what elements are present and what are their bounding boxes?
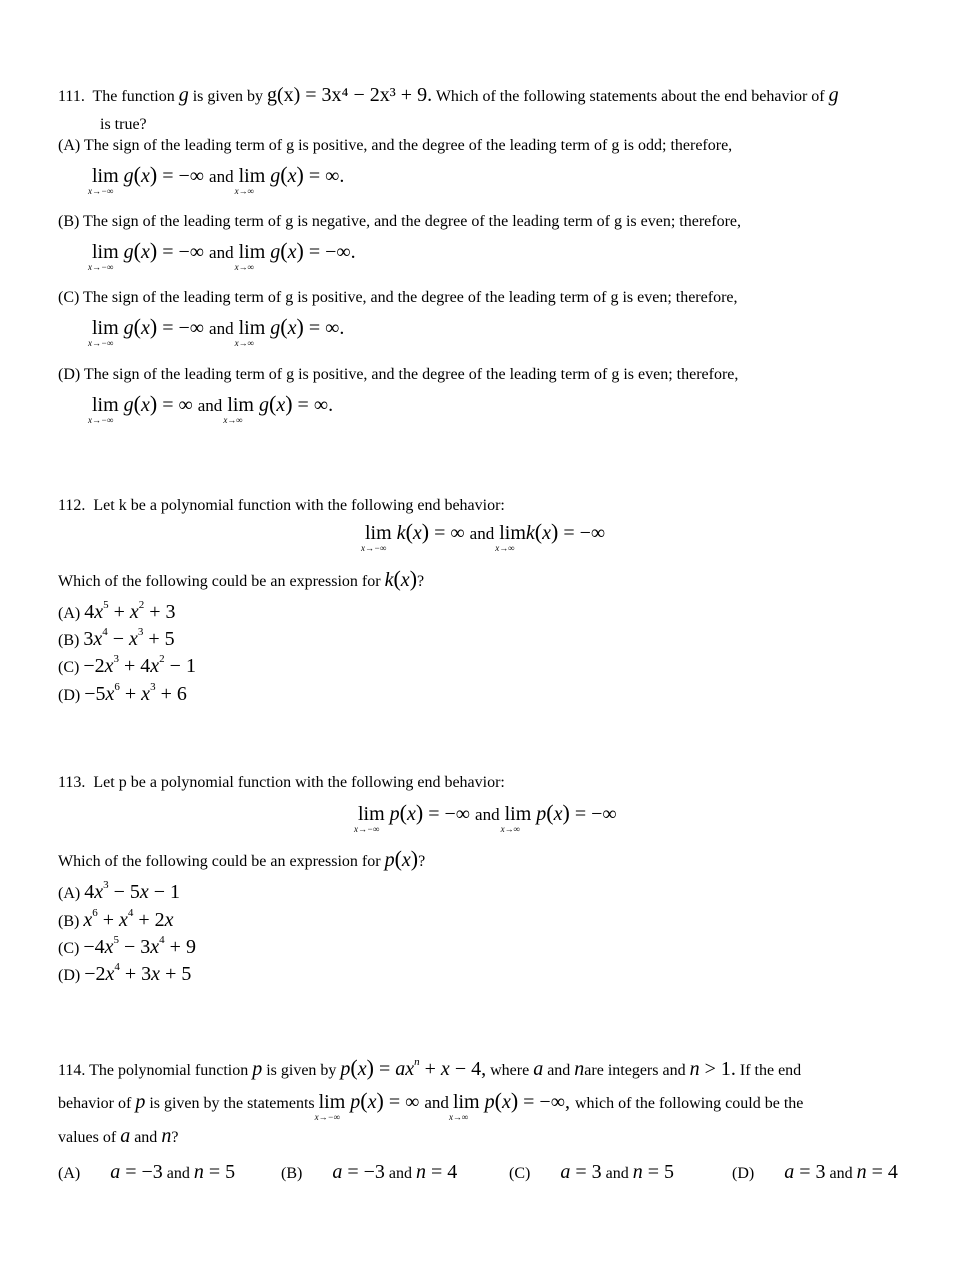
q112-question: Which of the following could be an expression for k(x)? xyxy=(58,566,425,591)
q112-option-a[interactable]: (A) $4x^5 + x^2 + 3$ xyxy=(58,599,176,623)
q113-question: Which of the following could be an expression for p(x)? xyxy=(58,846,426,871)
q111-option-d-text[interactable]: (D) The sign of the leading term of g is positive, and the degree of the leading term of g is even; therefore, xyxy=(58,366,739,383)
q114-option-c[interactable]: (C) a = 3 and n = 5 xyxy=(509,1161,674,1183)
q112-option-d[interactable]: $(D) -5x^6 + x^3 + 6$ xyxy=(58,681,187,705)
q111-function-expression: g(x) = 3x⁴ − 2x³ + 9. xyxy=(266,84,433,106)
q114-number: 114. xyxy=(58,1062,86,1079)
q114-option-d[interactable]: (D) a = 3 and n = 4 xyxy=(732,1161,898,1183)
q114-line3: values of a and n? xyxy=(58,1125,179,1147)
q113-option-b[interactable]: (B) $x^6 + x^4 + 2x$ xyxy=(58,907,174,931)
q111-option-b-limits: lim x→−∞ g(x) = −∞ and lim x→∞ g(x) = −∞. xyxy=(88,238,356,272)
q111-option-a-text[interactable]: (A) The sign of the leading term of g is positive, and the degree of the leading term of g is odd; therefore, xyxy=(58,137,733,154)
q114-option-a[interactable]: (A) a = −3 and n = 5 xyxy=(58,1161,236,1183)
q114-option-b[interactable]: (B) a = −3 and n = 4 xyxy=(281,1161,458,1183)
q114-line2: behavior of p is given by the statements lim x→−∞ p(x) = ∞ and lim x→∞ p(x) = −∞, which of the following could be the xyxy=(58,1088,804,1122)
q112-option-b[interactable]: (B) $3x^4 - x^3 + 5$ xyxy=(58,626,175,650)
q112-stem: 112. Let k be a polynomial function with the following end behavior: xyxy=(58,497,505,514)
q113-option-a[interactable]: (A) $4x^3 - 5x - 1$ xyxy=(58,879,181,903)
q112-option-c[interactable]: $(C) -2x^3 + 4x^2 - 1$ xyxy=(58,653,196,677)
q111-option-d-limits: lim x→−∞ g(x) = ∞ and lim x→∞ g(x) = ∞. xyxy=(88,391,334,425)
q111-number: 111. xyxy=(58,88,85,105)
q111-stem-line1: 111. The function g is given by g(x) = 3x⁴ − 2x³ + 9. Which of the following statements about the end behavior of g xyxy=(58,84,839,106)
q111-option-c-limits: lim x→−∞ g(x) = −∞ and lim x→∞ g(x) = ∞. xyxy=(88,314,345,348)
q112-end-behavior: lim x→−∞ k(x) = ∞ and lim x→∞ k(x) = −∞ xyxy=(361,519,606,553)
q111-stem-line2: is true? xyxy=(100,116,147,133)
q113-option-d[interactable]: $(D) -2x^4 + 3x + 5$ xyxy=(58,961,192,985)
q113-number: 113. xyxy=(58,774,86,791)
q112-number: 112. xyxy=(58,497,86,514)
q111-option-c-text[interactable]: (C) The sign of the leading term of g is positive, and the degree of the leading term of g is even; therefore, xyxy=(58,289,738,306)
q113-option-c[interactable]: $(C) -4x^5 - 3x^4 + 9$ xyxy=(58,934,196,958)
q114-line1: 114. The polynomial function p is given by $p(x) = ax^n + x - 4$, where a and nare integers and n > 1. If the end xyxy=(58,1055,802,1080)
q113-end-behavior: lim x→−∞ p(x) = −∞ and lim x→∞ p(x) = −∞ xyxy=(354,800,617,834)
q111-option-b-text[interactable]: (B) The sign of the leading term of g is negative, and the degree of the leading term of g is even; therefore, xyxy=(58,213,742,230)
q111-option-a-limits: lim x→−∞ g(x) = −∞ and lim x→∞ g(x) = ∞. xyxy=(88,162,345,196)
q113-stem: 113. Let p be a polynomial function with the following end behavior: xyxy=(58,774,505,791)
